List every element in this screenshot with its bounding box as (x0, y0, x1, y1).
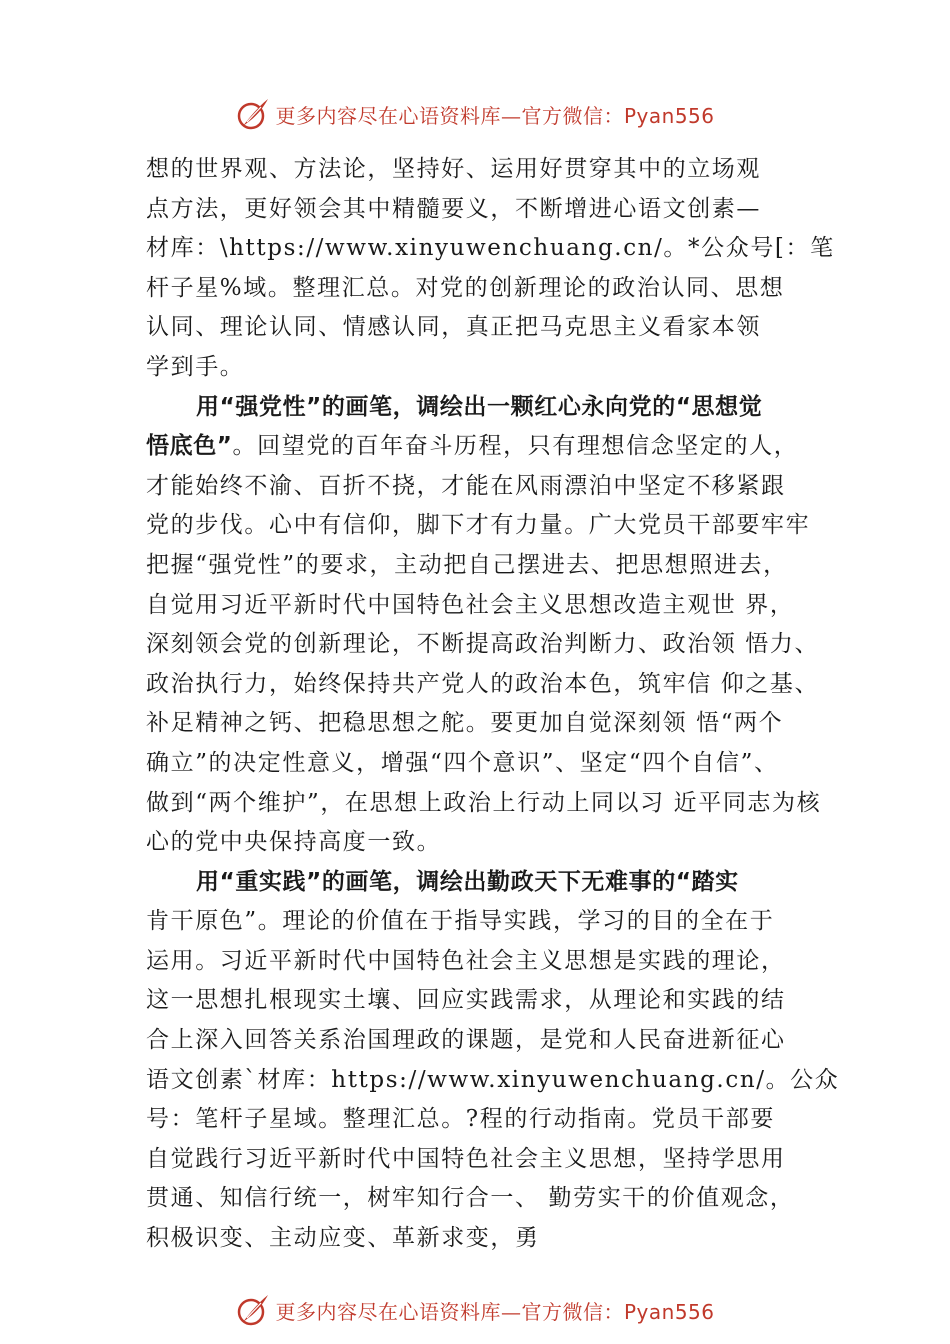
body-line: 认同、理论认同、情感认同，真正把马克思主义看家本领 (146, 314, 761, 341)
body-line: 运用。习近平新时代中国特色社会主义思想是实践的理论， (146, 947, 786, 974)
body-line: 这一思想扎根现实土壤、回应实践需求，从理论和实践的结 (146, 987, 786, 1014)
section-heading: 用“重实践”的画笔，调绘出勤政天下无难事的“踏实 (196, 868, 739, 895)
body-line: 自觉践行习近平新时代中国特色社会主义思想，坚持学思用 (146, 1145, 786, 1172)
footer-banner (0, 1290, 950, 1330)
body-line: 肯干原色”。理论的价值在于指导实践，学习的目的全在于 (146, 908, 775, 935)
quill-logo-icon (235, 96, 271, 132)
banner-text (275, 100, 714, 129)
body-line: 自觉用习近平新时代中国特色社会主义思想改造主观世 界， (146, 591, 795, 618)
body-line: 才能始终不渝、百折不挠，才能在风雨漂泊中坚定不移紧跟 (146, 472, 786, 499)
banner-suffix: 官方微信： (521, 103, 624, 128)
section-heading: 用“强党性”的画笔，调绘出一颗红心永向党的“思想觉 (196, 393, 763, 420)
body-line: 想的世界观、方法论，坚持好、运用好贯穿其中的立场观 (146, 156, 761, 182)
body-line: 语文创素`材库：https://www.xinyuwenchuang.cn/。公众 (146, 1066, 840, 1093)
body-line: 号：笔杆子星域。整理汇总。?程的行动指南。党员干部要 (146, 1106, 775, 1133)
banner-suffix: 官方微信： (521, 1299, 624, 1324)
banner-dash: — (500, 1299, 522, 1324)
section-heading-tail: 悟底色” (146, 433, 233, 460)
quill-logo-icon (235, 1292, 271, 1328)
body-line: 学到手。 (146, 353, 245, 380)
body-line: 深刻领会党的创新理论，不断提高政治判断力、政治领 悟力、 (146, 631, 820, 658)
body-line: 点方法，更好领会其中精髓要义，不断增进心语文创素— (146, 195, 761, 222)
document-body (146, 150, 846, 1259)
header-banner (0, 94, 950, 134)
body-line: 把握“强党性”的要求，主动把自己摆进去、把思想照进去， (146, 551, 788, 578)
body-line: 合上深入回答关系治国理政的课题，是党和人民奋进新征心 (146, 1027, 786, 1054)
body-line: 确立”的决定性意义，增强“四个意识”、坚定“四个自信”、 (146, 749, 779, 776)
body-line: 材库：\https://www.xinyuwenchuang.cn/。*公众号[：笔 (146, 235, 835, 262)
banner-text (275, 1296, 714, 1325)
body-line: 心的党中央保持高度一致。 (146, 829, 442, 856)
banner-wechat: Pyan556 (623, 103, 715, 128)
body-line: 党的步伐。心中有信仰，脚下才有力量。广大党员干部要牢牢 (146, 512, 811, 539)
banner-title: 更多内容尽在心语资料库 (275, 103, 501, 128)
body-line-rest: 。回望党的百年奋斗历程，只有理想信念坚定的人， (232, 433, 799, 460)
body-line: 政治执行力，始终保持共产党人的政治本色，筑牢信 仰之基、 (146, 670, 820, 697)
banner-dash: — (500, 103, 522, 128)
body-line: 积极识变、主动应变、革新求变，勇 (146, 1225, 540, 1252)
body-line: 贯通、知信行统一，树牢知行合一、 勤劳实干的价值观念， (146, 1185, 795, 1212)
body-line: 补足精神之钙、把稳思想之舵。要更加自觉深刻领 悟“两个 (146, 710, 784, 737)
banner-title: 更多内容尽在心语资料库 (275, 1299, 501, 1324)
body-line (146, 427, 846, 467)
body-line: 杆子星%域。整理汇总。对党的创新理论的政治认同、思想 (146, 274, 785, 301)
body-line: 做到“两个维护”，在思想上政治上行动上同以习 近平同志为核 (146, 789, 822, 816)
banner-wechat: Pyan556 (623, 1299, 715, 1324)
